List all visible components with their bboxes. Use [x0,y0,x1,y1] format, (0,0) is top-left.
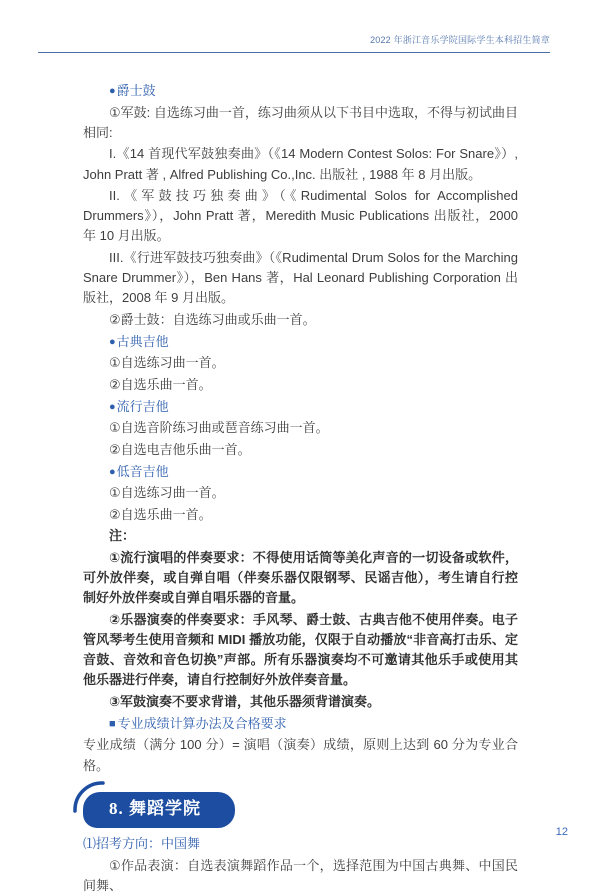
heading-jazz-drum [83,81,518,101]
paragraph-snare-requirement: ①军鼓: 自选练习曲一首，练习曲须从以下书目中选取，不得与初试曲目相同: [83,104,518,140]
heading-label: 专业成绩计算办法及合格要求 [117,715,287,731]
paragraph-pop-guitar-2: ②自选电吉他乐曲一首。 [109,441,251,457]
paragraph-book-3: III.《行进军鼓技巧独奏曲》（《Rudimental Drum Solos for the Marching Snare Drummer》），Ben Hans 著，Hal Leonard Publishing Corporation 出版社，2008 年 9 月出版。 [83,250,518,306]
section-badge-label: 8. 舞蹈学院 [109,798,201,818]
section-badge [83,792,235,828]
paragraph-score-formula: 专业成绩（满分 100 分）= 演唱（演奏）成绩，原则上达到 60 分为专业合格。 [83,737,518,773]
paragraph-book-2: II.《军鼓技巧独奏曲》（《Rudimental Solos for Accomplished Drummers》），John Pratt 著，Meredith Music Publications 出版社，2000 年 10 月出版。 [83,188,518,244]
paragraph-pop-guitar-1: ①自选音阶练习曲或琶音练习曲一首。 [109,420,329,436]
heading-bass-guitar [83,462,518,482]
paragraph-bass-guitar-1: ①自选练习曲一首。 [109,485,225,501]
note-label: 注： [109,528,136,544]
header-title: 2022 年浙江音乐学院国际学生本科招生简章 [370,35,550,45]
section-badge-row [83,792,518,828]
paragraph-jazz-drum-piece: ②爵士鼓：自选练习曲或乐曲一首。 [109,312,316,328]
paragraph-classical-guitar-1: ①自选练习曲一首。 [109,355,225,371]
dot-bullet-icon: ● [109,85,116,97]
heading-pop-guitar [83,397,518,417]
paragraph-book-1: I.《14 首现代军鼓独奏曲》（《14 Modern Contest Solos: For Snare》）, John Pratt 著 , Alfred Publishing Co.,Inc. 出版社 , 1988 年 8 月出版。 [83,146,518,182]
heading-label: 低音吉他 [116,463,169,479]
heading-classical-guitar [83,332,518,352]
paragraph-work-performance: ①作品表演：自选表演舞蹈作品一个，选择范围为中国古典舞、中国民间舞、 [83,858,518,894]
page-number: 12 [555,826,568,838]
note-paragraph-2: ②乐器演奏的伴奏要求：手风琴、爵士鼓、古典吉他不使用伴奏。电子管风琴考生使用音频和 MIDI 播放功能，仅限于自动播放“非音高打击乐、定音鼓、音效和音色切换”声部。所有乐器演奏均不可邀请其他乐手或使用其他乐器进行伴奏，请自行控制好外放伴奏音量。 [83,612,518,688]
heading-label: 爵士鼓 [116,83,156,98]
paragraph-classical-guitar-2: ②自选乐曲一首。 [109,376,212,392]
paragraph-bass-guitar-2: ②自选乐曲一首。 [109,506,212,522]
page-header [38,0,550,53]
note-paragraph-3: ③军鼓演奏不要求背谱，其他乐器须背谱演奏。 [109,694,381,710]
dot-bullet-icon: ● [109,400,116,413]
heading-label: 古典吉他 [116,333,169,349]
header-rule [38,52,550,53]
dot-bullet-icon: ● [109,465,116,478]
subheading-direction-chinese-dance: ⑴招考方向：中国舞 [83,835,201,851]
document-body [83,81,518,896]
heading-score-calculation [83,714,518,734]
dot-bullet-icon: ● [109,335,116,348]
heading-label: 流行吉他 [116,398,169,414]
note-paragraph-1: ①流行演唱的伴奏要求：不得使用话筒等美化声音的一切设备或软件，可外放伴奏，或自弹自唱（伴奏乐器仅限钢琴、民谣吉他），考生请自行控制好外放伴奏或自弹自唱乐器的音量。 [83,550,518,606]
square-bullet-icon: ■ [109,717,116,730]
arc-decoration-icon [71,779,113,821]
